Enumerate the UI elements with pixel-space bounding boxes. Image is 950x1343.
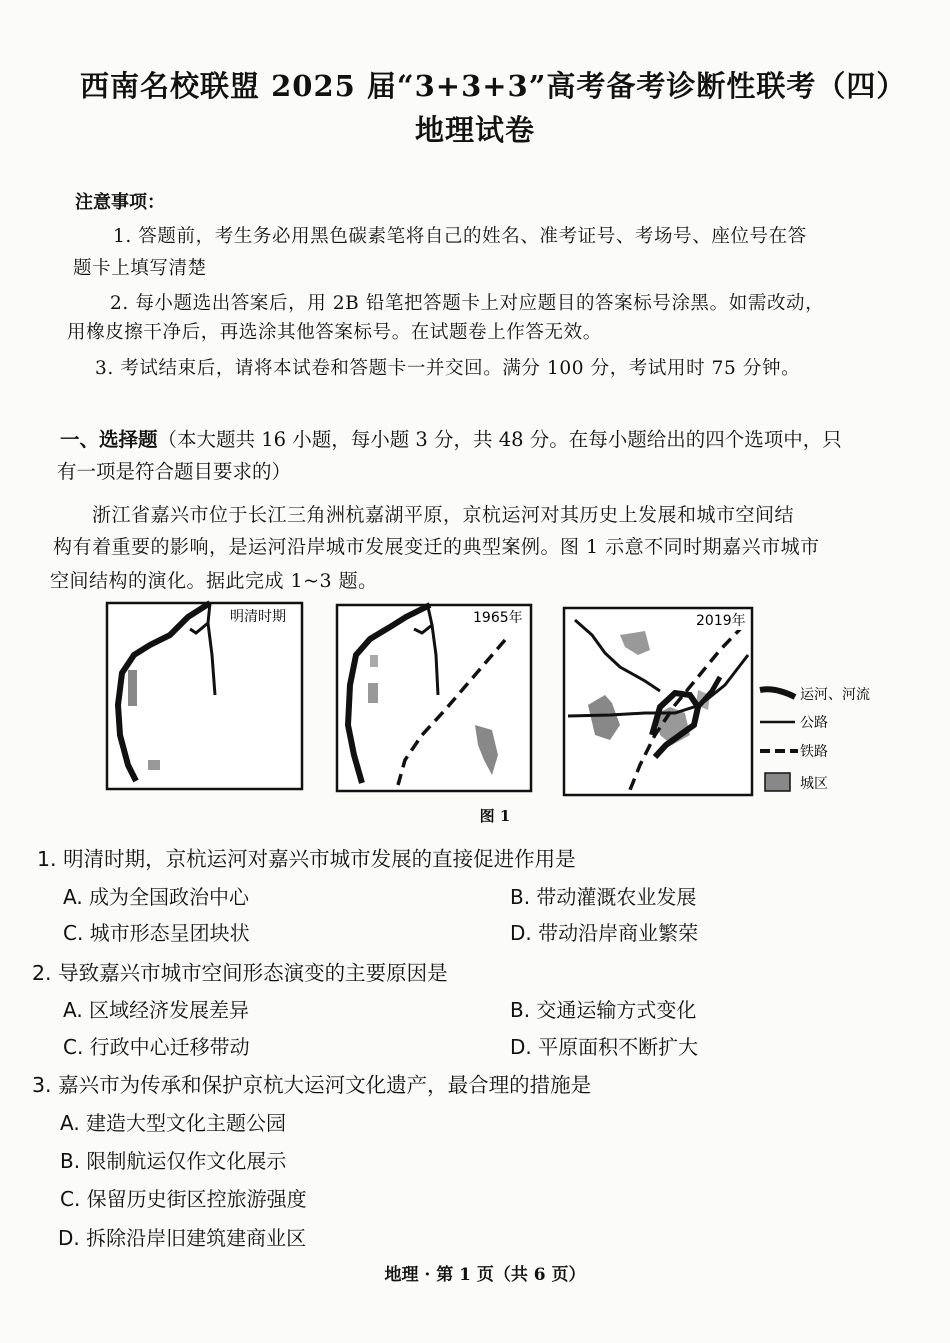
question-3-stem: 3. 嘉兴市为传承和保护京杭大运河文化遗产，最合理的措施是 [32, 1073, 592, 1097]
passage-line-1: 浙江省嘉兴市位于长江三角洲杭嘉湖平原，京杭运河对其历史上发展和城市空间结 [92, 504, 795, 526]
section-heading [60, 424, 842, 452]
legend-railway: 铁路 [800, 744, 828, 760]
exam-title: 西南名校联盟 2025 届“3+3+3”高考备考诊断性联考（四） [80, 69, 907, 103]
map-legend [760, 686, 870, 792]
question-1-option-a: A. 成为全国政治中心 [63, 885, 250, 909]
question-2-stem: 2. 导致嘉兴市城市空间形态演变的主要原因是 [32, 961, 448, 985]
notice-heading: 注意事项： [75, 192, 165, 213]
notice-item-3: 3. 考试结束后，请将本试卷和答题卡一并交回。满分 100 分，考试用时 75 分钟。 [95, 358, 801, 379]
notice-item-2: 2. 每小题选出答案后，用 2B 铅笔把答题卡上对应题目的答案标号涂黑。如需改动， [110, 293, 825, 314]
notice-item-2-cont: 用橡皮擦干净后，再选涂其他答案标号。在试题卷上作答无效。 [67, 322, 602, 343]
section-desc-cont: 有一项是符合题目要求的） [57, 460, 292, 483]
notice-item-1: 1. 答题前，考生务必用黑色碳素笔将自己的姓名、准考证号、考场号、座位号在答 [113, 226, 807, 247]
panel-3-label: 2019年 [696, 613, 746, 629]
subject-title: 地理试卷 [414, 113, 535, 147]
question-2-option-d: D. 平原面积不断扩大 [510, 1035, 699, 1059]
question-2-option-a: A. 区域经济发展差异 [63, 998, 250, 1022]
question-1-option-b: B. 带动灌溉农业发展 [510, 885, 697, 909]
panel-1-label: 明清时期 [230, 609, 286, 625]
legend-urban-symbol [765, 773, 790, 791]
panel-2-label: 1965年 [473, 610, 523, 626]
figure-1-maps [100, 595, 900, 800]
map-panel-1965 [337, 605, 531, 791]
legend-canal-symbol [760, 689, 795, 697]
question-1-option-c: C. 城市形态呈团块状 [63, 921, 250, 945]
passage-line-2: 构有着重要的影响，是运河沿岸城市发展变迁的典型案例。图 1 示意不同时期嘉兴市城市 [53, 536, 820, 558]
question-2-option-c: C. 行政中心迁移带动 [63, 1035, 250, 1059]
question-3-option-c: C. 保留历史街区控旅游强度 [60, 1187, 307, 1211]
notice-item-1-cont: 题卡上填写清楚 [73, 258, 207, 279]
section-desc: （本大题共 16 小题，每小题 3 分，共 48 分。在每小题给出的四个选项中，只 [157, 428, 842, 451]
section-title: 一、选择题 [60, 428, 158, 451]
question-3-option-d: D. 拆除沿岸旧建筑建商业区 [58, 1226, 307, 1250]
question-2-option-b: B. 交通运输方式变化 [510, 998, 697, 1022]
legend-canal: 运河、河流 [800, 687, 870, 703]
legend-road: 公路 [800, 715, 828, 731]
question-1-stem: 1. 明清时期，京杭运河对嘉兴市城市发展的直接促进作用是 [37, 847, 576, 871]
passage-line-3: 空间结构的演化。据此完成 1~3 题。 [50, 570, 378, 592]
question-3-option-a: A. 建造大型文化主题公园 [60, 1111, 287, 1135]
figure-caption: 图 1 [479, 807, 511, 825]
question-3-option-b: B. 限制航运仅作文化展示 [60, 1149, 287, 1173]
legend-urban: 城区 [800, 776, 828, 792]
page-footer: 地理 · 第 1 页（共 6 页） [384, 1265, 586, 1285]
map-panel-ming-qing [107, 603, 302, 789]
question-1-option-d: D. 带动沿岸商业繁荣 [510, 921, 699, 945]
map-panel-2019 [564, 608, 752, 795]
